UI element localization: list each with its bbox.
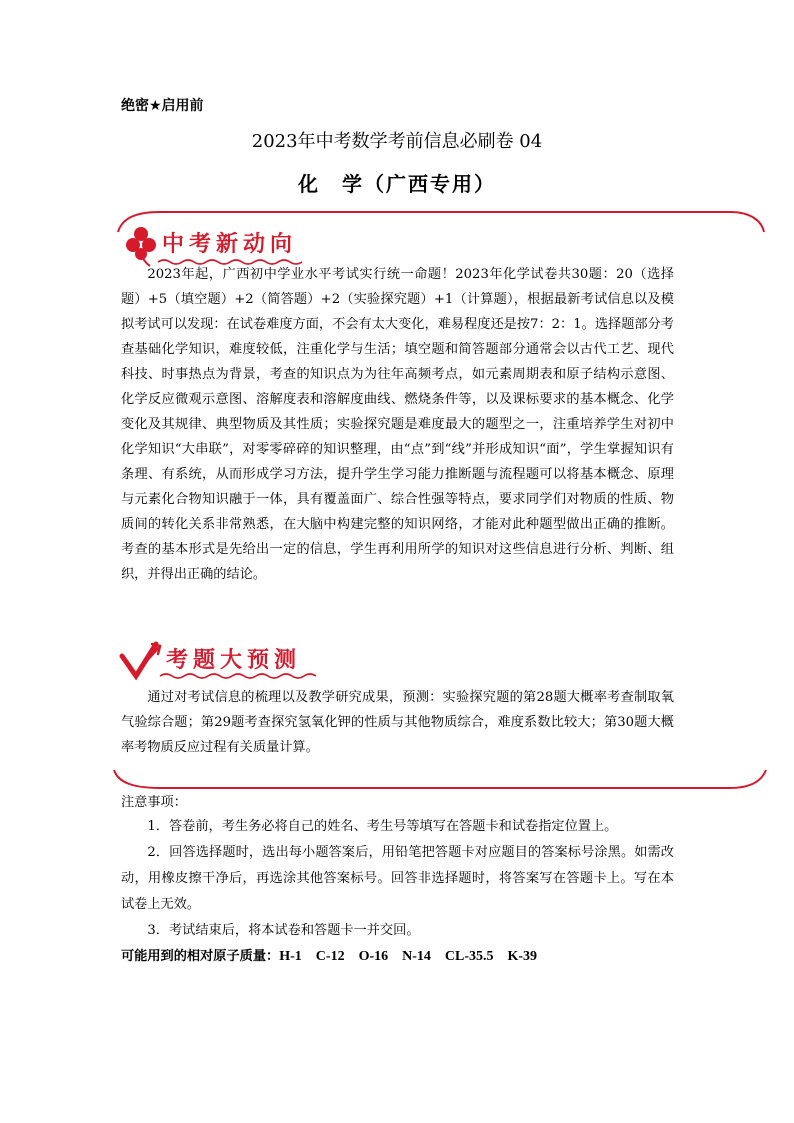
notes-heading: 注意事项： — [121, 795, 187, 810]
target-arrow-icon — [122, 644, 160, 676]
new-trends-text: 2023年起，广西初中学业水平考试实行统一命题！2023年化学试卷共30题：20（选择题）+5（填空题）+2（简答题）+2（实验探究题）+1（计算题），根据最新考试信息以及模拟考试可以发现：在试卷难度方面，不会有太大变化，难易程度还是按7：2：1。选择题部分考查基础化学知识，难度较低，注重化学与生活；填空题和简答题部分通常会以古代工艺、现代科技、时事热点为背景，考查的知识点为为往年高频考点，如元素周期表和原子结构示意图、化学反应微观示意图、溶解度表和溶解度曲线、燃烧条件等，以及课标要求的基本概念、化学变化及其规律、典型物质及其性质；实验探究题是难度最大的题型之一，注重培养学生对初中化学知识“大串联”，对零零碎碎的知识整理，由“点”到“线”并形成知识“面”，学生掌握知识有条理、有系统，从而形成学习方法，提升学生学习能力推断题与流程题可以将基本概念、原理与元素化合物知识融于一体，具有覆盖面广、综合性强等特点，要求同学们对物质的性质、物质间的转化关系非常熟悉，在大脑中构建完整的知识网络，才能对此种题型做出正确的推断。考查的基本形式是先给出一定的信息，学生再利用所学的知识对这些信息进行分析、判断、组织，并得出正确的结论。 — [121, 267, 674, 582]
exam-notes — [121, 792, 674, 970]
note-item-2: 2．回答选择题时，选出每小题答案后，用铅笔把答题卡对应题目的答案标号涂黑。如需改动，用橡皮擦干净后，再选涂其他答案标号。回答非选择题时，将答案写在答题卡上。写在本试卷上无效。 — [121, 845, 674, 912]
new-trends-paragraph — [121, 262, 674, 587]
atomic-mass-line — [121, 944, 674, 970]
atomic-mass-label: 可能用到的相对原子质量： — [121, 949, 280, 964]
prediction-paragraph — [121, 685, 674, 760]
frame-bottom-curve — [114, 770, 766, 788]
note-item-1: 1．答卷前，考生务必将自己的姓名、考生号等填写在答题卡和试卷指定位置上。 — [147, 819, 618, 834]
page-title: 2023年中考数学考前信息必刷卷 04 — [251, 131, 543, 152]
prediction-text: 通过对考试信息的梳理以及教学研究成果，预测：实验探究题的第28题大概率考查制取氧气验综合题；第29题考查探究氢氧化钾的性质与其他物质综合，难度系数比较大；第30题大概率考物质反应过程有关质量计算。 — [121, 690, 674, 755]
clover-flower-icon — [126, 227, 156, 266]
page-subtitle: 化 学（广西专用） — [298, 172, 496, 196]
section-title-new-trends: 中考新动向 — [162, 232, 298, 257]
atomic-mass-values: H-1 C-12 O-16 N-14 CL-35.5 K-39 — [279, 949, 538, 964]
section-title-prediction: 考题大预测 — [166, 648, 302, 673]
confidential-label: 绝密★启用前 — [121, 98, 204, 114]
frame-top-curve — [118, 212, 764, 232]
note-item-3: 3．考试结束后，将本试卷和答题卡一并交回。 — [147, 923, 420, 938]
